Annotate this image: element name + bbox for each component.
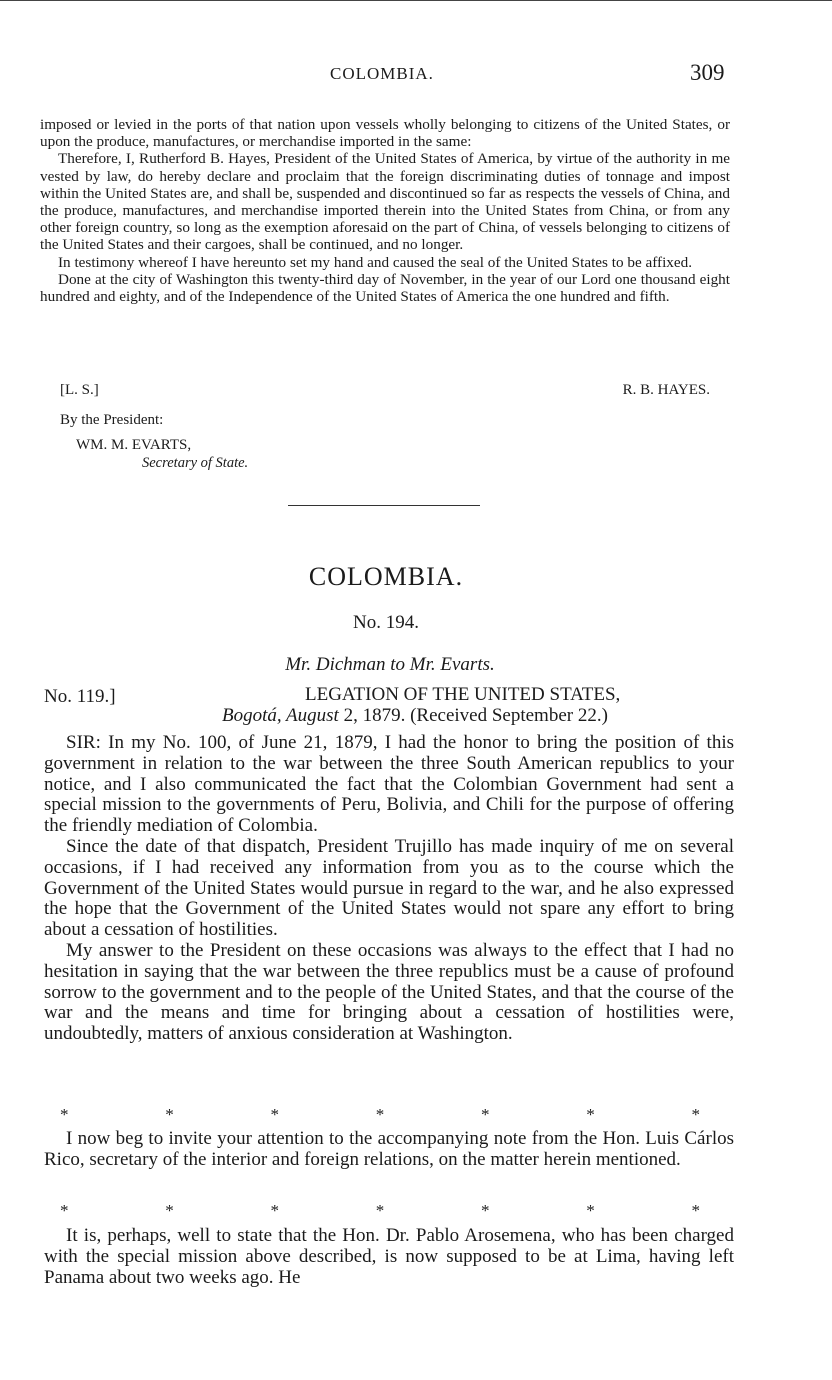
star: * bbox=[270, 1201, 279, 1220]
letter-paragraph: I now beg to invite your attention to the accompanying note from the Hon. Luis Cárlos Rico, secretary of the interior and foreign relations, on the matter herein mentioned. bbox=[44, 1128, 734, 1170]
section-divider bbox=[288, 505, 480, 506]
star: * bbox=[375, 1105, 385, 1124]
star: * bbox=[375, 1201, 385, 1220]
letter-paragraph: Since the date of that dispatch, President Trujillo has made inquiry of me on several occasions, if I had received any information from you as to the course which the Government of the United States would pursue in regard to the war, and he also expressed the hope that the Government of the United States would not spare any effort to bring about a cessation of hostilities. bbox=[44, 835, 734, 941]
star: * bbox=[270, 1105, 279, 1124]
star: * bbox=[481, 1201, 490, 1220]
letter-paragraph: My answer to the President on these occasions was always to the effect that I had no hesitation in saying that the war between the three republics must be a cause of profound sorrow to the government and to the people of the United States, and that the course of the war and the means and time for bringing about a cessation of hostilities were, undoubtedly, matters of anxious consideration at Washington. bbox=[44, 939, 734, 1045]
legation-line: LEGATION OF THE UNITED STATES, bbox=[305, 684, 621, 705]
seal-mark: [L. S.] bbox=[60, 382, 99, 398]
secretary-name: WM. M. EVARTS, bbox=[76, 437, 192, 453]
star: * bbox=[60, 1201, 69, 1220]
place-date-line bbox=[222, 705, 608, 727]
secretary-title: Secretary of State. bbox=[142, 455, 249, 471]
star: * bbox=[60, 1105, 69, 1124]
letter-paragraph: SIR: In my No. 100, of June 21, 1879, I had the honor to bring the position of this government in relation to the war between the three South American republics to your notice, and I also communicated the fact that the Colombian Government had sent a special mission to the governments of Peru, Bolivia, and Chili for the purpose of offering the friendly mediation of Colombia. bbox=[44, 732, 734, 837]
ellipsis-stars bbox=[60, 1105, 700, 1125]
star: * bbox=[165, 1105, 174, 1124]
proclamation-paragraph: imposed or levied in the ports of that nation upon vessels wholly belonging to citizens of the United States, or upon the produce, manufactures, or merchandise imported in the same: bbox=[40, 116, 730, 151]
star: * bbox=[481, 1105, 490, 1124]
seal-signature-line bbox=[60, 382, 720, 399]
star: * bbox=[586, 1201, 595, 1220]
letter-heading: Mr. Dichman to Mr. Evarts. bbox=[285, 654, 495, 675]
dispatch-number: No. 119.] bbox=[44, 686, 116, 707]
date-received: 2, 1879. (Received September 22.) bbox=[338, 705, 608, 726]
letter-body-1 bbox=[44, 733, 734, 1045]
proclamation-paragraph: In testimony whereof I have hereunto set my hand and caused the seal of the United States to be affixed. bbox=[58, 253, 693, 271]
president-signature: R. B. HAYES. bbox=[622, 382, 710, 398]
star: * bbox=[586, 1105, 595, 1124]
ellipsis-stars bbox=[60, 1201, 700, 1221]
proclamation-paragraph: Therefore, I, Rutherford B. Hayes, President of the United States of America, by virtue of the authority in me vested by law, do hereby declare and proclaim that the foreign discriminating duties of tonnage and impost within the United States are, and shall be, suspended and discontinued so far as respects the vessels of China, and the produce, manufactures, and merchandise imported therein into the United States from China, or from any other foreign country, so long as the exemption aforesaid on the part of China, of vessels belonging to citizens of the United States and their cargoes, shall be continued, and no longer. bbox=[40, 150, 730, 254]
by-the-president: By the President: bbox=[60, 412, 164, 428]
letter-body-2 bbox=[44, 1129, 734, 1171]
letter-paragraph: It is, perhaps, well to state that the Hon. Dr. Pablo Arosemena, who has been charged with the special mission above described, is now supposed to be at Lima, having left Panama about two weeks ago. He bbox=[44, 1225, 734, 1288]
section-title: COLOMBIA. bbox=[308, 562, 464, 591]
star: * bbox=[691, 1201, 700, 1220]
proclamation-paragraph: Done at the city of Washington this twenty-third day of November, in the year of our Lord one thousand eight hundred and eighty, and of the Independence of the United States of America the one hundred and fifth. bbox=[40, 270, 730, 306]
page-number: 309 bbox=[690, 60, 725, 85]
document-number: No. 194. bbox=[353, 612, 419, 633]
running-head: COLOMBIA. bbox=[330, 64, 434, 83]
place-date: Bogotá, August bbox=[222, 705, 339, 726]
star: * bbox=[165, 1201, 174, 1220]
proclamation-text bbox=[40, 116, 730, 305]
top-border bbox=[0, 0, 832, 1]
letter-body-3 bbox=[44, 1226, 734, 1288]
star: * bbox=[691, 1105, 700, 1124]
